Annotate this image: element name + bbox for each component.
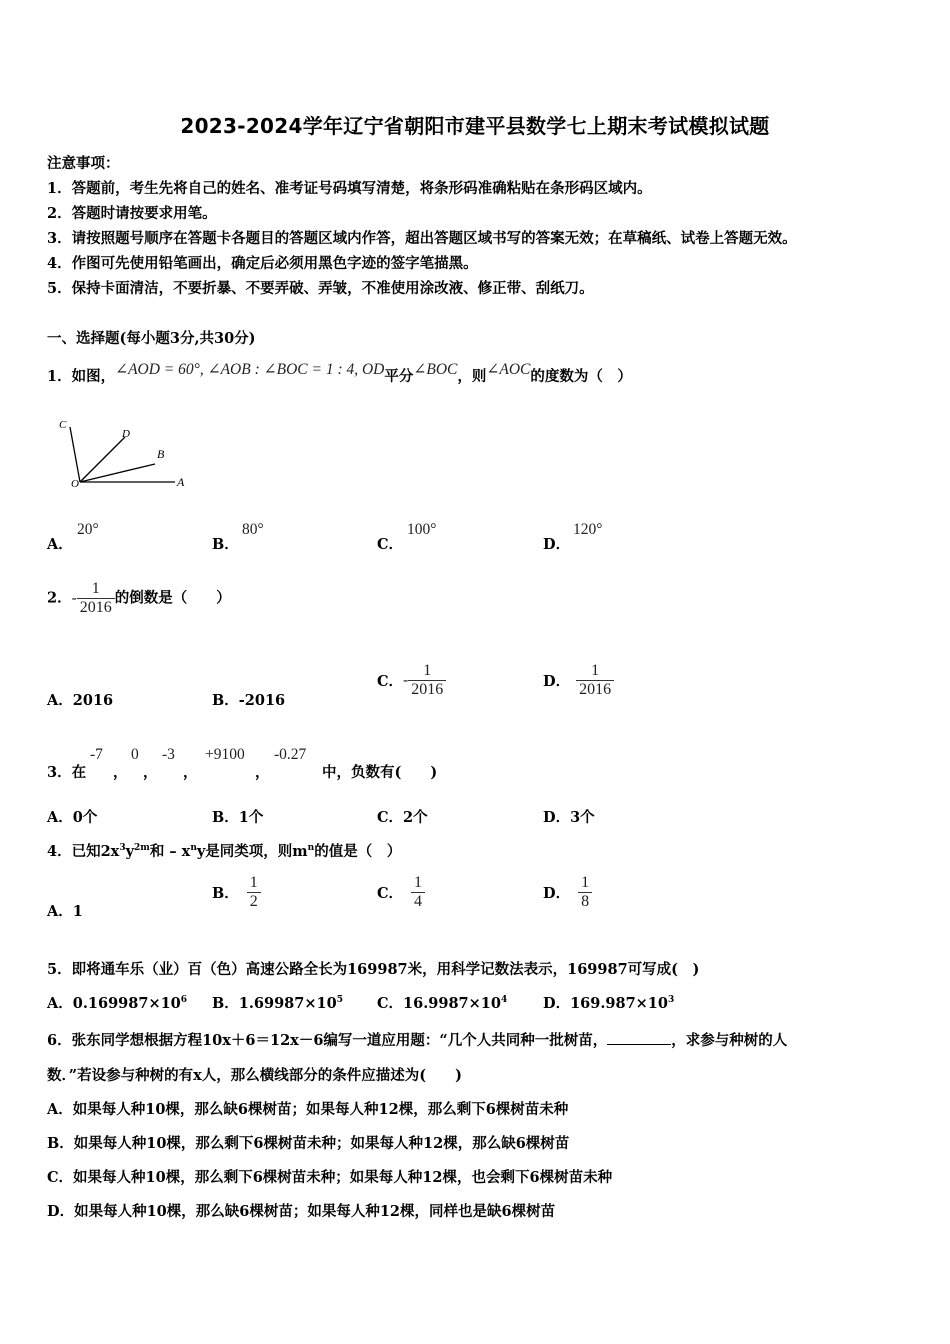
q5-option-c-letter: C． bbox=[377, 995, 404, 1012]
q4-option-c-letter: C． bbox=[377, 885, 404, 902]
q4-sup-3: n bbox=[190, 843, 197, 854]
q2-option-b bbox=[212, 689, 285, 710]
q3-option-a bbox=[47, 806, 97, 827]
q3-option-d bbox=[543, 806, 595, 827]
q3-comma: ， bbox=[143, 764, 158, 781]
notice-item: 2．答题时请按要求用笔。 bbox=[47, 205, 217, 222]
q3-number: -7 bbox=[90, 746, 103, 763]
question-2 bbox=[47, 580, 231, 617]
q4-option-b-fraction bbox=[247, 874, 261, 911]
q3-suffix: 中，负数有( ) bbox=[322, 764, 438, 781]
q4-sup-4: n bbox=[307, 843, 315, 854]
q1-option-d-letter: D． bbox=[543, 536, 571, 553]
q2-option-d-letter: D． bbox=[543, 673, 571, 690]
q2-option-c-letter: C． bbox=[377, 673, 404, 690]
notice-item: 4．作图可先使用铅笔画出，确定后必须用黑色字迹的签字笔描黑。 bbox=[47, 255, 478, 272]
q3-number: 0 bbox=[131, 746, 139, 763]
q2-option-d-numerator: 1 bbox=[591, 662, 600, 679]
page-title: 2023-2024学年辽宁省朝阳市建平县数学七上期末考试模拟试题 bbox=[180, 114, 770, 138]
q2-option-b-value: -2016 bbox=[238, 692, 286, 709]
q2-option-a-value: 2016 bbox=[72, 692, 114, 709]
q2-option-d-fraction bbox=[576, 662, 614, 699]
q1-prefix: 1．如图， bbox=[47, 368, 116, 385]
q2-numerator: 1 bbox=[91, 580, 100, 597]
q4-text-a: 4．已知2x bbox=[47, 843, 120, 860]
q1-option-c-value: 100° bbox=[407, 521, 437, 538]
q3-prefix: 3．在 bbox=[47, 764, 87, 781]
q4-option-d-fraction bbox=[578, 874, 592, 911]
q4-option-d bbox=[543, 874, 592, 911]
q4-option-d-numerator: 1 bbox=[581, 874, 590, 891]
q3-number: +9100 bbox=[205, 746, 245, 763]
q1-option-b-letter: B． bbox=[212, 536, 239, 553]
q4-text-c: 和 – x bbox=[149, 843, 191, 860]
q3-option-a-value: 0个 bbox=[72, 809, 98, 826]
notice-item: 3．请按照题号顺序在答题卡各题目的答题区域内作答，超出答题区域书写的答案无效；在草稿纸、试卷上答题无效。 bbox=[47, 230, 797, 247]
q2-option-d bbox=[543, 662, 614, 699]
q3-option-c bbox=[377, 806, 428, 827]
q2-suffix: 的倒数是（ ） bbox=[114, 589, 231, 607]
q2-option-c-numerator: 1 bbox=[423, 662, 432, 679]
label-o: O bbox=[71, 478, 79, 490]
ray-ob bbox=[80, 464, 155, 482]
q2-denominator: 2016 bbox=[77, 598, 115, 617]
q2-option-d-denominator: 2016 bbox=[576, 680, 614, 699]
q3-option-b-letter: B． bbox=[212, 809, 239, 826]
q6-option-a: A．如果每人种10棵，那么缺6棵树苗；如果每人种12棵，那么剩下6棵树苗未种 bbox=[47, 1101, 569, 1118]
q1-math-3: ∠AOC bbox=[486, 361, 531, 378]
q4-option-b-numerator: 1 bbox=[249, 874, 258, 891]
notice-heading: 注意事项： bbox=[47, 155, 120, 172]
q3-option-d-value: 3个 bbox=[570, 809, 595, 826]
q6-option-d: D．如果每人种10棵，那么缺6棵树苗；如果每人种12棵，同样也是缺6棵树苗 bbox=[47, 1203, 556, 1220]
label-d: D bbox=[122, 428, 130, 440]
label-a: A bbox=[177, 475, 185, 489]
notice-item: 1．答题前，考生先将自己的姓名、准考证号码填写清楚，将条形码准确粘贴在条形码区域内。 bbox=[47, 180, 652, 197]
question-1 bbox=[47, 361, 632, 386]
q3-option-b-value: 1个 bbox=[238, 809, 264, 826]
q3-option-b bbox=[212, 806, 263, 827]
question-4 bbox=[47, 840, 401, 861]
label-c: C bbox=[59, 419, 67, 431]
q3-option-c-value: 2个 bbox=[403, 809, 428, 826]
q2-option-b-letter: B． bbox=[212, 692, 239, 709]
q4-text-d: y是同类项，则m bbox=[196, 843, 308, 860]
q2-option-c-sign: - bbox=[403, 671, 409, 689]
q5-option-b-letter: B． bbox=[212, 995, 239, 1012]
q2-option-a bbox=[47, 689, 113, 710]
q3-option-d-letter: D． bbox=[543, 809, 571, 826]
angle-figure bbox=[50, 415, 200, 495]
q6-option-b: B．如果每人种10棵，那么剩下6棵树苗未种；如果每人种12棵，那么缺6棵树苗 bbox=[47, 1135, 570, 1152]
ray-oc bbox=[70, 427, 80, 482]
q4-option-b-letter: B． bbox=[212, 885, 239, 902]
answer-blank bbox=[607, 1032, 671, 1045]
q4-option-c-fraction bbox=[411, 874, 425, 911]
q1-suffix: 的度数为（ ） bbox=[530, 368, 632, 385]
q1-option-d-value: 120° bbox=[573, 521, 603, 538]
q4-sup-2: 2m bbox=[134, 843, 150, 854]
q4-option-b-denominator: 2 bbox=[247, 892, 261, 911]
q4-option-d-letter: D． bbox=[543, 885, 571, 902]
q5-option-a bbox=[47, 992, 187, 1013]
q6-text-b: ，求参与种树的人 bbox=[671, 1032, 788, 1049]
q1-math-1: ∠AOD = 60°, ∠AOB : ∠BOC = 1 : 4, OD bbox=[115, 361, 385, 378]
q4-sup-1: 3 bbox=[119, 843, 126, 854]
q3-comma: ， bbox=[113, 764, 128, 781]
q1-option-a-value: 20° bbox=[77, 521, 99, 538]
q5-option-d bbox=[543, 992, 674, 1013]
q1-mid2: ，则 bbox=[457, 368, 487, 385]
q2-option-c-denominator: 2016 bbox=[408, 680, 446, 699]
q1-option-c-letter: C． bbox=[377, 536, 404, 553]
q5-option-b bbox=[212, 992, 343, 1013]
q2-option-c bbox=[377, 662, 446, 699]
notice-item: 5．保持卡面清洁，不要折暴、不要弄破、弄皱，不准使用涂改液、修正带、刮纸刀。 bbox=[47, 280, 594, 297]
section-heading: 一、选择题(每小题3分,共30分) bbox=[47, 330, 256, 347]
q4-option-c-numerator: 1 bbox=[414, 874, 423, 891]
q2-option-c-fraction bbox=[408, 662, 446, 699]
q5-option-b-base: 1.69987×10 bbox=[238, 995, 337, 1012]
q3-comma: ， bbox=[255, 764, 270, 781]
q5-option-a-base: 0.169987×10 bbox=[72, 995, 181, 1012]
q5-option-d-letter: D． bbox=[543, 995, 571, 1012]
q5-option-a-letter: A． bbox=[47, 995, 73, 1012]
q3-option-c-letter: C． bbox=[377, 809, 404, 826]
q4-text-e: 的值是（ ） bbox=[314, 843, 402, 860]
q1-math-2: ∠BOC bbox=[413, 361, 458, 378]
q4-option-c-denominator: 4 bbox=[411, 892, 425, 911]
q5-option-b-exp: 5 bbox=[336, 995, 343, 1006]
q5-option-c bbox=[377, 992, 507, 1013]
q2-prefix: 2． bbox=[47, 589, 72, 607]
q3-comma: ， bbox=[183, 764, 198, 781]
q4-option-a-value: 1 bbox=[72, 903, 83, 920]
q3-option-a-letter: A． bbox=[47, 809, 73, 826]
q4-option-c bbox=[377, 874, 425, 911]
q3-number: -3 bbox=[162, 746, 175, 763]
question-6-line-2: 数．”若设参与种树的有x人，那么横线部分的条件应描述为( ) bbox=[47, 1067, 462, 1084]
q5-option-c-base: 16.9987×10 bbox=[403, 995, 501, 1012]
question-5: 5．即将通车乐（业）百（色）高速公路全长为169987米，用科学记数法表示，169987可写成( ) bbox=[47, 961, 700, 978]
q4-text-b: y bbox=[125, 843, 135, 860]
ray-od bbox=[80, 437, 125, 482]
q4-option-a-letter: A． bbox=[47, 903, 73, 920]
q2-fraction bbox=[77, 580, 115, 617]
q1-option-b-value: 80° bbox=[242, 521, 264, 538]
q5-option-c-exp: 4 bbox=[500, 995, 508, 1006]
q6-option-c: C．如果每人种10棵，那么剩下6棵树苗未种；如果每人种12棵，也会剩下6棵树苗未种 bbox=[47, 1169, 613, 1186]
q4-option-a bbox=[47, 900, 83, 921]
q5-option-a-exp: 6 bbox=[180, 995, 188, 1006]
q5-option-d-exp: 3 bbox=[668, 995, 675, 1006]
q3-number: -0.27 bbox=[274, 746, 307, 763]
q4-option-b bbox=[212, 874, 261, 911]
q6-text-a: 6．张东同学想根据方程10x＋6＝12x－6编写一道应用题：“几个人共同种一批树苗， bbox=[47, 1032, 608, 1049]
q2-option-a-letter: A． bbox=[47, 692, 73, 709]
q4-option-d-denominator: 8 bbox=[578, 892, 592, 911]
q1-mid: 平分 bbox=[384, 368, 414, 385]
q5-option-d-base: 169.987×10 bbox=[570, 995, 668, 1012]
q2-sign: - bbox=[71, 589, 77, 607]
q1-option-a-letter: A． bbox=[47, 536, 73, 553]
label-b: B bbox=[157, 447, 165, 461]
question-6-line-1 bbox=[47, 1029, 787, 1050]
